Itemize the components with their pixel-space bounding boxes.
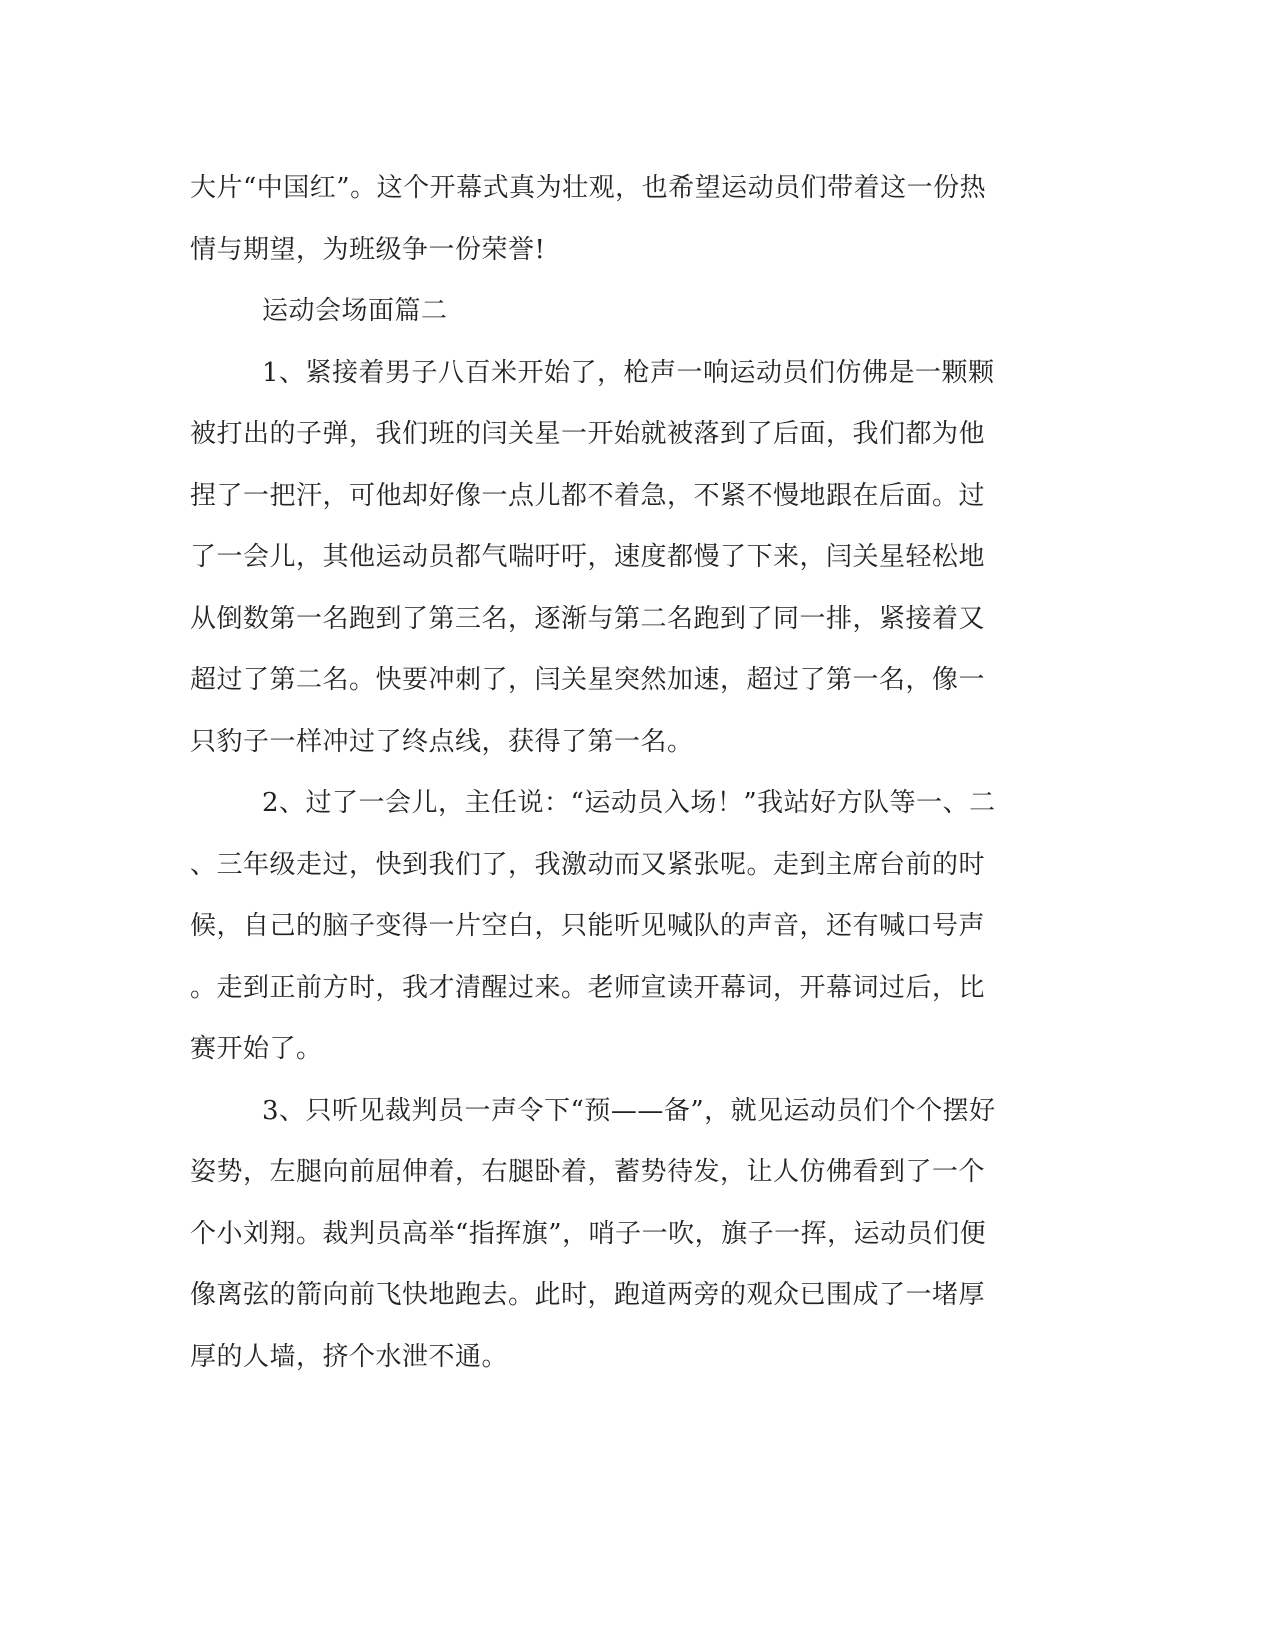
- text-line: 个小刘翔。裁判员高举“指挥旗”，哨子一吹，旗子一挥，运动员们便: [190, 1218, 987, 1249]
- text-line: 从倒数第一名跑到了第三名，逐渐与第二名跑到了同一排，紧接着又: [190, 603, 986, 634]
- text-line: 像离弦的箭向前飞快地跑去。此时，跑道两旁的观众已围成了一堵厚: [190, 1280, 986, 1310]
- paragraph-start-line: 2、过了一会儿，主任说：“运动员入场！”我站好方队等一、二: [262, 788, 996, 818]
- text-line: 情与期望，为班级争一份荣誉!: [190, 234, 546, 265]
- text-line: 姿势，左腿向前屈伸着，右腿卧着，蓄势待发，让人仿佛看到了一个: [190, 1157, 986, 1187]
- text-line: 赛开始了。: [190, 1034, 323, 1064]
- text-line: 捏了一把汗，可他却好像一点儿都不着急，不紧不慢地跟在后面。过: [190, 480, 986, 511]
- section-heading: 运动会场面篇二: [262, 296, 448, 326]
- text-line: 了一会儿，其他运动员都气喘吁吁，速度都慢了下来，闫关星轻松地: [190, 542, 986, 572]
- text-line: 候，自己的脑子变得一片空白，只能听见喊队的声音，还有喊口号声: [190, 911, 986, 941]
- paragraph-start-line: 1、紧接着男子八百米开始了，枪声一响运动员们仿佛是一颗颗: [262, 357, 995, 388]
- text-line: 厚的人墙，挤个水泄不通。: [190, 1341, 509, 1372]
- text-line: 只豹子一样冲过了终点线，获得了第一名。: [190, 726, 694, 757]
- text-line: 大片“中国红”。这个开幕式真为壮观，也希望运动员们带着这一份热: [190, 173, 987, 203]
- text-line: 。走到正前方时，我才清醒过来。老师宣读开幕词，开幕词过后，比: [190, 972, 986, 1003]
- text-line: 被打出的子弹，我们班的闫关星一开始就被落到了后面，我们都为他: [190, 419, 986, 449]
- text-line: 、三年级走过，快到我们了，我激动而又紧张呢。走到主席台前的时: [190, 849, 986, 880]
- text-line: 超过了第二名。快要冲刺了，闫关星突然加速，超过了第一名，像一: [190, 665, 986, 695]
- paragraph-start-line: 3、只听见裁判员一声令下“预——备”，就见运动员们个个摆好: [262, 1095, 996, 1126]
- document-body: [190, 158, 1064, 1388]
